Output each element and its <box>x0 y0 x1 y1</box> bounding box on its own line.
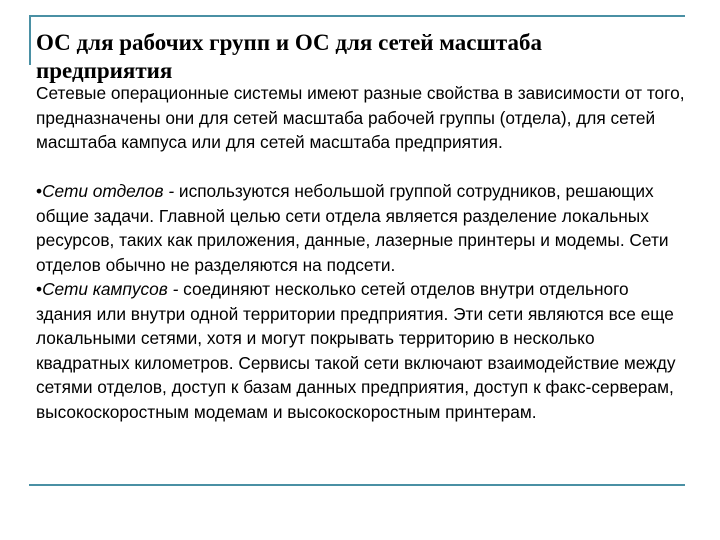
bullet-departments <box>36 179 686 277</box>
paragraph-gap <box>36 155 686 180</box>
bullet-campuses <box>36 277 686 424</box>
bottom-rule <box>29 484 685 486</box>
bullet-term-departments: Сети отделов - <box>42 181 175 201</box>
slide-title: ОС для рабочих групп и ОС для сетей масштаба предприятия <box>36 30 542 83</box>
bullet-term-campuses: Сети кампусов - <box>42 279 179 299</box>
top-rule <box>29 15 685 17</box>
bullet-text-campuses: соединяют несколько сетей отделов внутри отдельного здания или внутри одной территории предприятия. Эти сети являются все еще локальными сетями, хотя и могут покрывать территорию в несколько квадратных километров. Сервисы такой сети включают взаимодействие между сетями отделов, доступ к базам данных предприятия, доступ к факс-серверам, высокоскоростным модемам и высокоскоростным принтерам. <box>36 279 676 422</box>
left-rule <box>29 15 31 65</box>
bullet-marker: • <box>36 279 43 299</box>
intro-paragraph: Сетевые операционные системы имеют разные свойства в зависимости от того, предназначены они для сетей масштаба рабочей группы (отдела), для сетей масштаба кампуса или для сетей масштаба предприятия. <box>36 83 685 152</box>
bullet-marker: • <box>36 181 43 201</box>
bullet-text-departments: используются небольшой группой сотрудников, решающих общие задачи. Главной целью сети отдела является разделение локальных ресурсов, таких как приложения, данные, лазерные принтеры и модемы. Сети отделов обычно не разделяются на подсети. <box>36 181 669 275</box>
slide-body <box>36 81 686 424</box>
